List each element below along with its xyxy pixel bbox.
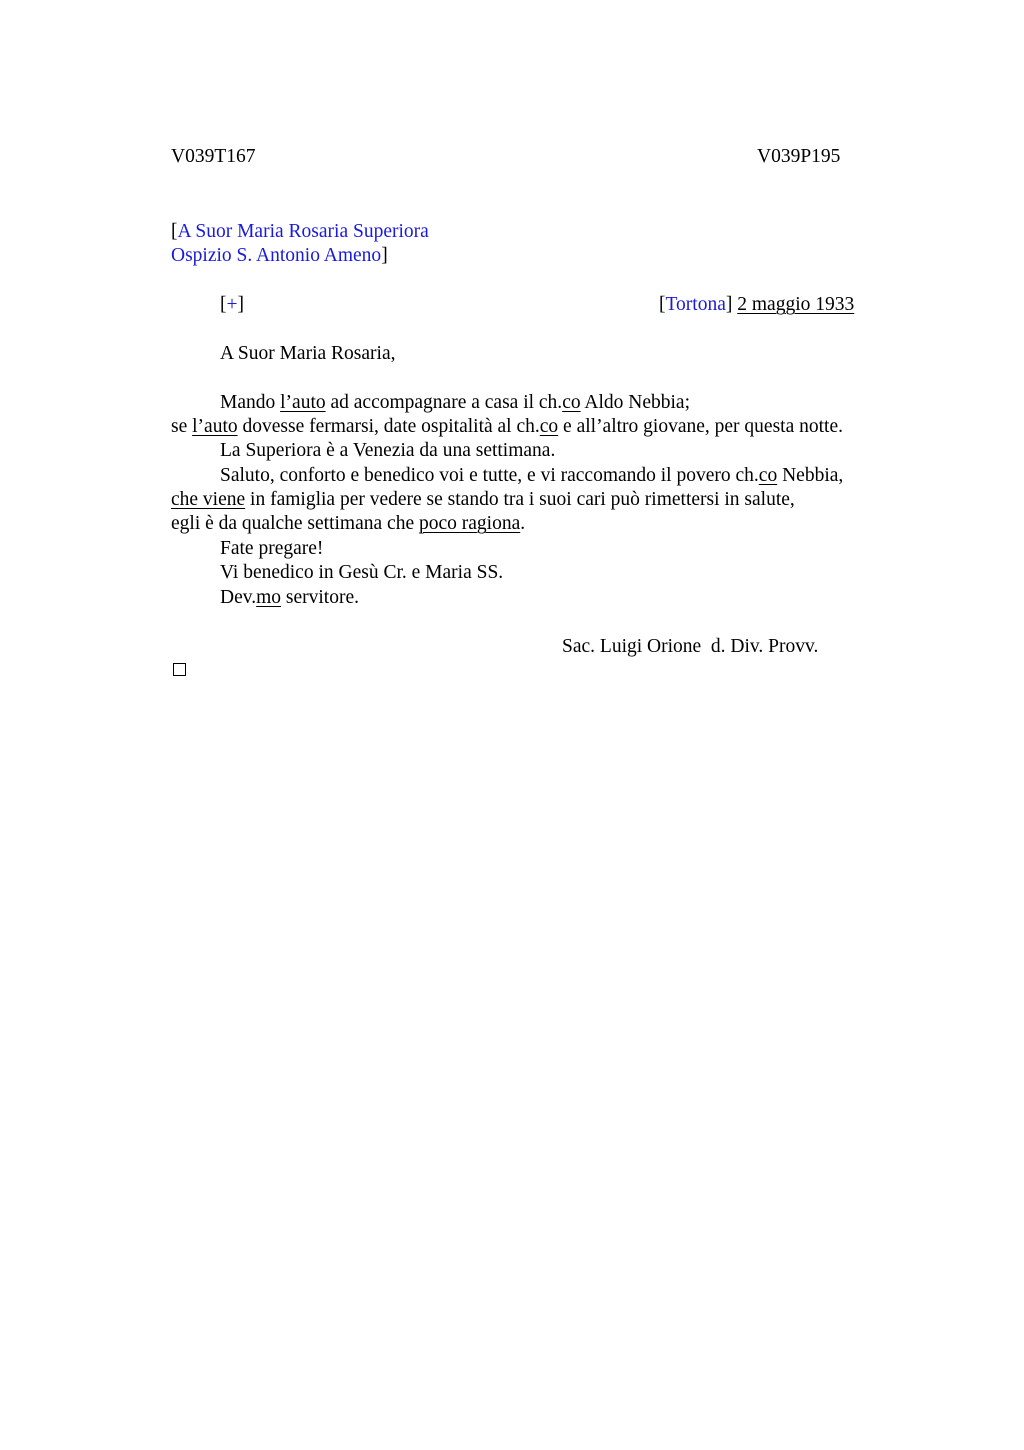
recipient-place: Ospizio S. Antonio Ameno — [171, 245, 382, 266]
recipient-line-1 — [171, 220, 429, 244]
body-line-3: La Superiora è a Venezia da una settimana. — [220, 440, 556, 461]
document-code-left: V039T167 — [171, 146, 256, 167]
dateline: [Tortona] 2 maggio 1933 — [659, 294, 855, 315]
document-code-right: V039P195 — [757, 146, 841, 167]
body-line-7: Fate pregare! — [220, 538, 324, 559]
bracket-open: [ — [171, 221, 178, 242]
end-box-icon — [173, 663, 186, 676]
dateline-place: Tortona — [665, 294, 726, 315]
bracket-close: ] — [381, 245, 388, 266]
body-line-9: Dev.mo servitore. — [220, 587, 360, 608]
body-line-1: Mando l’auto ad accompagnare a casa il ch.co Aldo Nebbia; — [220, 392, 690, 413]
recipient-name: A Suor Maria Rosaria Superiora — [177, 221, 429, 242]
body-line-8: Vi benedico in Gesù Cr. e Maria SS. — [220, 562, 504, 583]
dateline-date: 2 maggio 1933 — [737, 294, 855, 315]
salutation: A Suor Maria Rosaria, — [220, 343, 396, 364]
body-line-5: che viene in famiglia per vedere se stando tra i suoi cari può rimettersi in salute, — [171, 489, 795, 510]
cross-mark: [+] — [220, 294, 244, 315]
body-line-4: Saluto, conforto e benedico voi e tutte, e vi raccomando il povero ch.co Nebbia, — [220, 465, 844, 486]
body-line-2: se l’auto dovesse fermarsi, date ospitalità al ch.co e all’altro giovane, per questa notte. — [171, 416, 843, 437]
cross-icon: + — [226, 294, 238, 315]
body-line-6: egli è da qualche settimana che poco ragiona. — [171, 513, 526, 534]
signature: Sac. Luigi Orione d. Div. Provv. — [562, 636, 819, 657]
recipient-line-2 — [171, 244, 388, 268]
